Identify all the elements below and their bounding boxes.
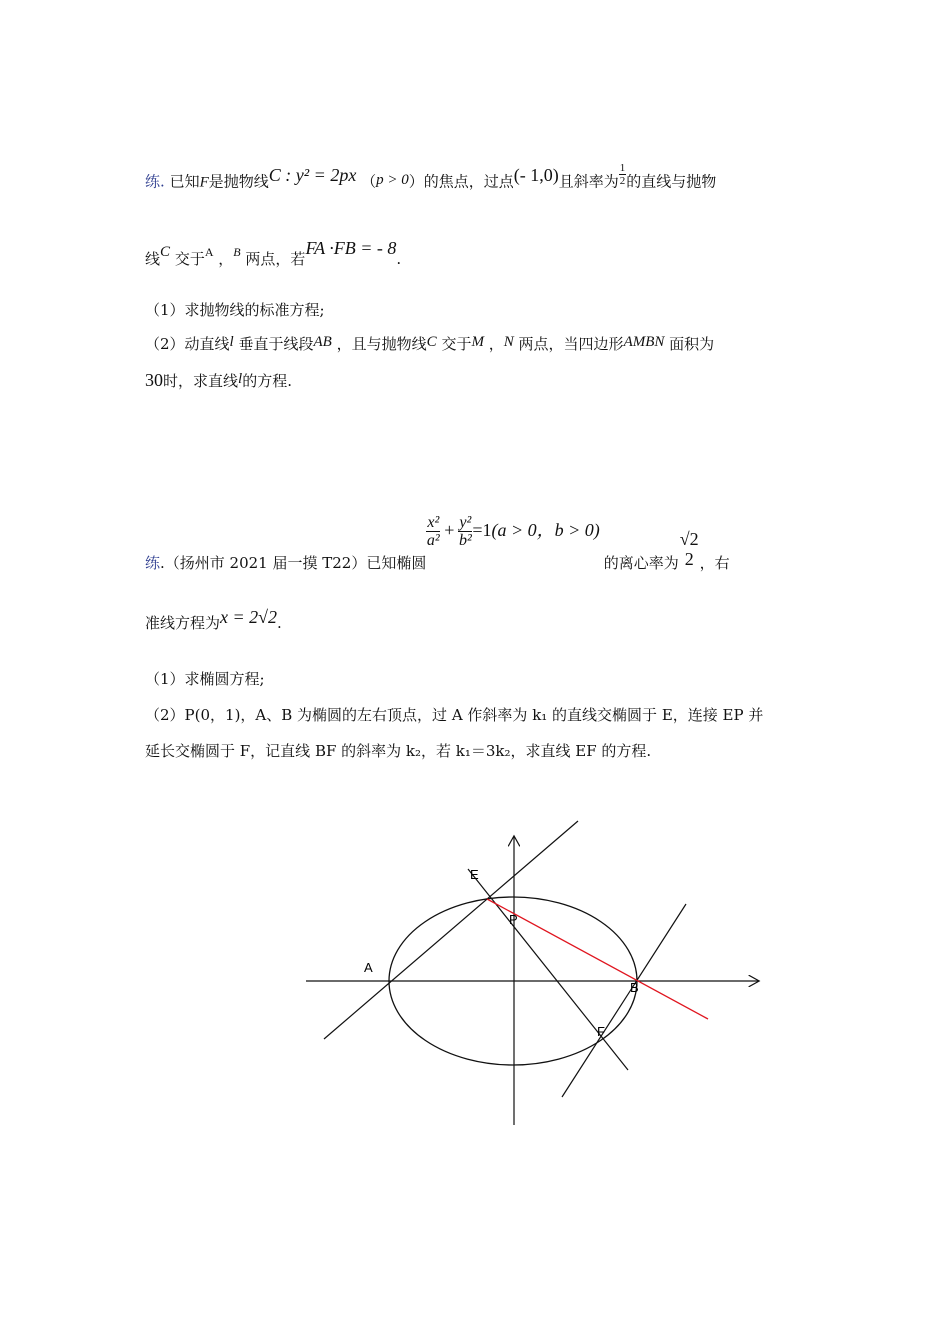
problem2-question2-line1: （2）P(0，1)，A、B 为椭圆的左右顶点，过 A 作斜率为 k₁ 的直线交椭圆于 E，连接 EP 并 — [145, 706, 764, 724]
line-AE — [324, 821, 578, 1039]
label-F: F — [597, 1024, 605, 1039]
line-EP-red — [487, 899, 708, 1019]
slope-half: $\frac{1}{2}$ — [619, 162, 626, 188]
directrix-equation: x = 2√2 — [220, 607, 278, 627]
ellipse-figure — [300, 815, 770, 1135]
focus-F: F — [199, 174, 209, 191]
ellipse-condition: (a > 0，b > 0) — [491, 519, 600, 540]
condition-p: p > 0 — [376, 171, 409, 188]
problem1-line1: 练. 已知F是抛物线C : y² = 2px （p > 0）的焦点，过点(- 1,0)且斜率为 $\frac{1}{2}$ 的直线与抛物 — [145, 162, 717, 191]
label-B: B — [630, 980, 639, 995]
ellipse-term-x: $\frac{\text{x²}}{\text{a²}}$ — [426, 513, 440, 550]
problem1-line2: 线C 交于$^A$ ，$^B$ 两点，若FA ·FB = - 8. — [145, 238, 402, 268]
problem1-question1: （1）求抛物线的标准方程; — [145, 301, 325, 319]
problem2-question1: （1）求椭圆方程; — [145, 670, 265, 688]
exercise-label: 练 — [145, 172, 161, 191]
parabola-equation: C : y² = 2px — [268, 164, 357, 185]
label-A: A — [364, 960, 373, 975]
dot-product-equation: FA ·FB = - 8 — [305, 238, 397, 258]
problem2-question2-line2: 延长交椭圆于 F，记直线 BF 的斜率为 k₂，若 k₁＝3k₂，求直线 EF 的方程. — [145, 742, 652, 760]
label-E: E — [470, 867, 479, 882]
line-BF — [562, 904, 686, 1097]
problem1-question2-line2: 30时，求直线l的方程. — [145, 370, 292, 390]
problem1-question2-line1: （2）动直线l 垂直于线段AB ，且与抛物线C 交于M ，N 两点，当四边形AMBN 面积为 — [145, 334, 715, 353]
point-minus1-0: (- 1,0) — [513, 164, 559, 185]
eccentricity: √2 2 — [679, 529, 699, 569]
label-P: P — [509, 912, 518, 927]
line-EF — [468, 869, 628, 1070]
problem2-line1: 练.（扬州市 2021 届一摸 T22）已知椭圆 $\frac{\text{x²}}{\text{a²}}$ + $\frac{\text{y²}}{\text{b²}}$ =1(a > 0，b > 0)的离心率为 √2 2 ，右 — [145, 513, 730, 572]
ellipse-term-y: $\frac{\text{y²}}{\text{b²}}$ — [458, 513, 472, 550]
exercise-label-2: 练 — [145, 553, 161, 572]
problem2-line2: 准线方程为x = 2√2. — [145, 607, 282, 632]
